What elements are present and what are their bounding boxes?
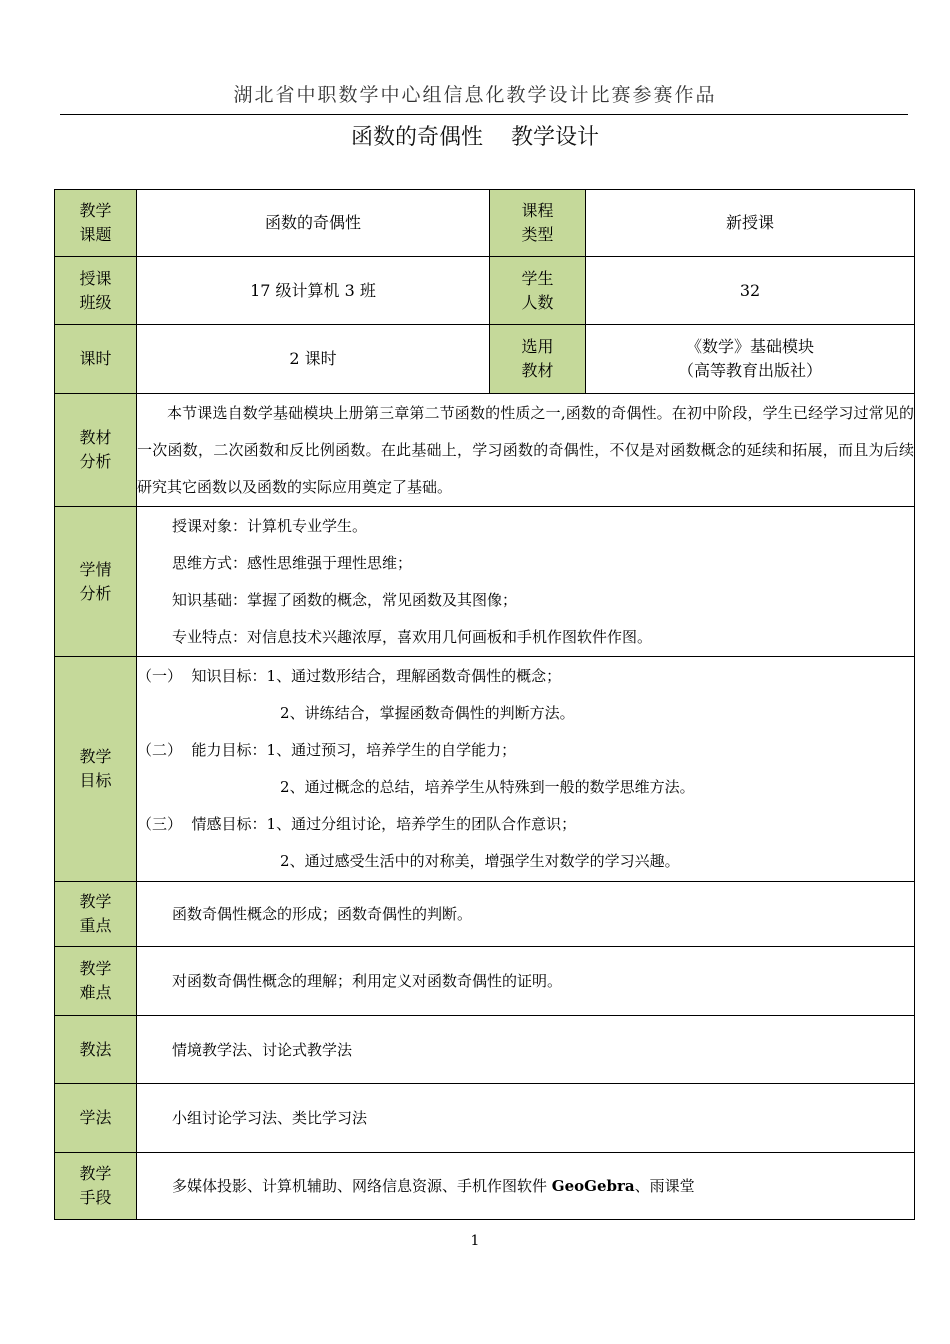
table-row	[55, 882, 915, 947]
table-row	[55, 1016, 915, 1084]
value-hours: 2 课时	[137, 325, 490, 394]
value-course-type: 新授课	[586, 190, 915, 257]
value-material-analysis: 本节课选自数学基础模块上册第三章第二节函数的性质之一,函数的奇偶性。在初中阶段，学生已经学习过常见的一次函数，二次函数和反比例函数。在此基础上，学习函数的奇偶性，不仅是对函数概念的延续和拓展，而且为后续研究其它函数以及函数的实际应用奠定了基础。	[137, 394, 915, 507]
label-key-points: 教学 重点	[55, 882, 137, 947]
list-item: 授课对象：计算机专业学生。	[172, 516, 368, 535]
table-row	[55, 657, 915, 882]
table-row	[55, 1153, 915, 1220]
value-difficulties: 对函数奇偶性概念的理解；利用定义对函数奇偶性的证明。	[137, 947, 915, 1016]
list-item: （二） 能力目标：1、通过预习，培养学生的自学能力；	[137, 741, 517, 759]
list-item: （一） 知识目标：1、通过数形结合，理解函数奇偶性的概念；	[137, 667, 562, 685]
value-teaching-goals	[137, 657, 915, 882]
document-title: 函数的奇偶性 教学设计	[351, 125, 599, 150]
page-number: 1	[470, 1233, 480, 1249]
list-item: 思维方式：感性思维强于理性思维；	[172, 553, 413, 572]
list-item: 2、通过感受生活中的对称美，增强学生对数学的学习兴趣。	[137, 852, 680, 870]
value-teaching-means: 多媒体投影、计算机辅助、网络信息资源、手机作图软件 GeoGebra、雨课堂	[137, 1153, 915, 1220]
header-rule	[60, 114, 908, 115]
label-students: 学生 人数	[490, 257, 586, 325]
list-item: 知识基础：掌握了函数的概念，常见函数及其图像；	[172, 590, 518, 609]
label-hours: 课时	[55, 325, 137, 394]
table-row	[55, 394, 915, 507]
value-topic: 函数的奇偶性	[137, 190, 490, 257]
value-study-method: 小组讨论学习法、类比学习法	[137, 1084, 915, 1153]
label-study-method: 学法	[55, 1084, 137, 1153]
label-learner-analysis: 学情 分析	[55, 507, 137, 657]
software-name: GeoGebra	[551, 1177, 635, 1195]
label-topic: 教学 课题	[55, 190, 137, 257]
value-teaching-method: 情境教学法、讨论式教学法	[137, 1016, 915, 1084]
page-header: 湖北省中职数学中心组信息化教学设计比赛参赛作品	[233, 84, 717, 106]
value-students: 32	[586, 257, 915, 325]
value-textbook: 《数学》基础模块 （高等教育出版社）	[586, 325, 915, 394]
table-row	[55, 1084, 915, 1153]
label-material-analysis: 教材 分析	[55, 394, 137, 507]
label-difficulties: 教学 难点	[55, 947, 137, 1016]
table-row	[55, 190, 915, 257]
table-row	[55, 325, 915, 394]
label-class: 授课 班级	[55, 257, 137, 325]
label-teaching-goals: 教学 目标	[55, 657, 137, 882]
label-teaching-means: 教学 手段	[55, 1153, 137, 1220]
table-row	[55, 507, 915, 657]
list-item: 2、讲练结合，掌握函数奇偶性的判断方法。	[137, 704, 575, 722]
value-key-points: 函数奇偶性概念的形成；函数奇偶性的判断。	[137, 882, 915, 947]
value-learner-analysis	[137, 507, 915, 657]
list-item: 2、通过概念的总结，培养学生从特殊到一般的数学思维方法。	[137, 778, 695, 796]
label-course-type: 课程 类型	[490, 190, 586, 257]
label-teaching-method: 教法	[55, 1016, 137, 1084]
list-item: （三） 情感目标：1、通过分组讨论，培养学生的团队合作意识；	[137, 815, 577, 833]
value-class: 17 级计算机 3 班	[137, 257, 490, 325]
lesson-plan-table	[54, 189, 915, 1220]
table-row	[55, 947, 915, 1016]
label-textbook: 选用 教材	[490, 325, 586, 394]
list-item: 专业特点：对信息技术兴趣浓厚，喜欢用几何画板和手机作图软件作图。	[172, 627, 653, 646]
table-row	[55, 257, 915, 325]
